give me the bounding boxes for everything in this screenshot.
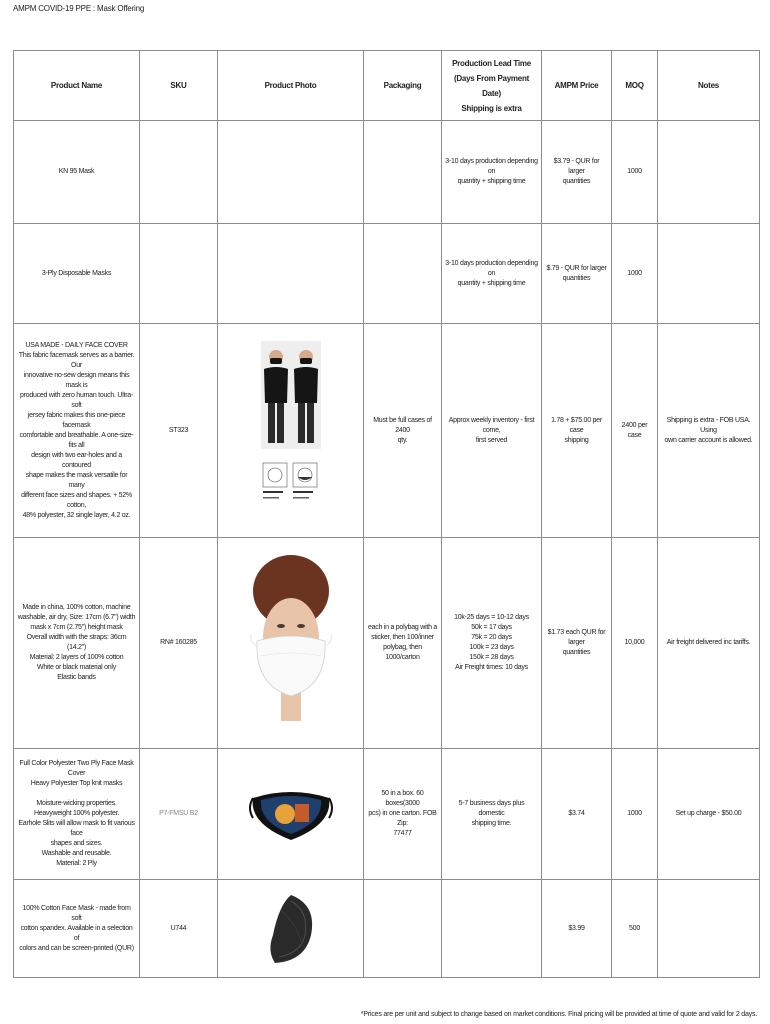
men-wearing-black-masks-photo <box>251 341 331 521</box>
sku-cell <box>140 224 218 324</box>
notes-cell <box>658 121 760 224</box>
product-name-cell: Full Color Polyester Two Ply Face Mask Cover Heavy Polyester Top knit masks Moisture-wicking properties. Heavyweight 100% polyester. Earhole Slits will allow mask to fit various face shapes and sizes. Washable and reusable. Material: 2 Ply <box>14 749 140 880</box>
notes-cell: Set up charge - $50.00 <box>658 749 760 880</box>
notes-cell: Shipping is extra - FOB USA. Using own carrier account is allowed. <box>658 324 760 538</box>
moq-cell: 10,000 <box>612 538 658 749</box>
product-table <box>13 50 760 978</box>
header-price: AMPM Price <box>542 51 612 121</box>
packaging-cell <box>364 121 442 224</box>
price-cell: 1.78 + $75.00 per case shipping <box>542 324 612 538</box>
packaging-cell <box>364 880 442 978</box>
header-product-name: Product Name <box>14 51 140 121</box>
price-cell: $3.74 <box>542 749 612 880</box>
header-lead-time: Production Lead Time (Days From Payment Date) Shipping is extra <box>442 51 542 121</box>
table-row <box>14 880 760 978</box>
product-name-cell: KN 95 Mask <box>14 121 140 224</box>
lead-time-cell: 3-10 days production depending on quantity + shipping time <box>442 121 542 224</box>
product-name-cell: Made in china, 100% cotton, machine washable, air dry, Size: 17cm (6.7") width mask x 7cm (2.75") height mask Overall width with the straps: 36cm (14.2") Material: 2 layers of 100% cotton White or black material only Elastic bands <box>14 538 140 749</box>
header-packaging: Packaging <box>364 51 442 121</box>
packaging-cell: Must be full cases of 2400 qty. <box>364 324 442 538</box>
notes-cell <box>658 880 760 978</box>
product-photo-cell <box>218 324 364 538</box>
moq-cell: 1000 <box>612 749 658 880</box>
header-notes: Notes <box>658 51 760 121</box>
moq-cell: 2400 per case <box>612 324 658 538</box>
notes-cell: Air freight delivered inc tariffs. <box>658 538 760 749</box>
product-photo-cell <box>218 121 364 224</box>
sku-cell: U744 <box>140 880 218 978</box>
sku-cell: P7-FMSU B2 <box>140 749 218 880</box>
sku-cell: RN# 160285 <box>140 538 218 749</box>
product-photo-cell <box>218 749 364 880</box>
moq-cell: 500 <box>612 880 658 978</box>
table-row <box>14 324 760 538</box>
table-row <box>14 121 760 224</box>
sku-cell <box>140 121 218 224</box>
product-photo-cell <box>218 880 364 978</box>
table-row <box>14 749 760 880</box>
price-cell: $3.79 - QUR for larger quantities <box>542 121 612 224</box>
packaging-cell <box>364 224 442 324</box>
product-name-cell: 3-Ply Disposable Masks <box>14 224 140 324</box>
lead-time-cell <box>442 880 542 978</box>
product-photo-cell <box>218 224 364 324</box>
lead-time-cell: 5-7 business days plus domestic shipping time. <box>442 749 542 880</box>
lead-time-cell: Approx weekly inventory - first come, first served <box>442 324 542 538</box>
price-cell: $.79 - QUR for larger quantities <box>542 224 612 324</box>
moq-cell: 1000 <box>612 224 658 324</box>
product-name-cell: USA MADE - DAILY FACE COVER This fabric facemask serves as a barrier. Our innovative no-sew design means this mask is produced with zero human touch. Ultra-soft jersey fabric makes this one-piece facemask comfortable and breathable. A one-size-fits all design with two ear-holes and a contoured shape makes the mask versatile for many different face sizes and shapes. + 52% cotton, 48% polyester, 32 single layer, 4.2 oz. <box>14 324 140 538</box>
header-product-photo: Product Photo <box>218 51 364 121</box>
header-row <box>14 51 760 121</box>
price-cell: $1.73 each QUR for larger quantities <box>542 538 612 749</box>
table-row <box>14 224 760 324</box>
notes-cell <box>658 224 760 324</box>
footer-note: *Prices are per unit and subject to change based on market conditions. Final pricing will be provided at time of quote and valid for 2 days. <box>360 1011 757 1018</box>
woman-white-mask-photo <box>243 546 339 741</box>
lead-time-cell: 10k-25 days = 10-12 days 50k = 17 days 75k = 20 days 100k = 23 days 150k = 28 days Air Freight times: 10 days <box>442 538 542 749</box>
product-photo-cell <box>218 538 364 749</box>
sku-cell: ST323 <box>140 324 218 538</box>
header-moq: MOQ <box>612 51 658 121</box>
moq-cell: 1000 <box>612 121 658 224</box>
packaging-cell: each in a polybag with a sticker, then 100/inner polybag, then 1000/carton <box>364 538 442 749</box>
packaging-cell: 50 in a box. 60 boxes(3000 pcs) in one carton. FOB Zip: 77477 <box>364 749 442 880</box>
header-sku: SKU <box>140 51 218 121</box>
price-cell: $3.99 <box>542 880 612 978</box>
full-color-mask-photo <box>247 784 335 844</box>
product-name-cell: 100% Cotton Face Mask - made from soft cotton spandex. Available in a selection of colors and can be screen-printed (QUR) <box>14 880 140 978</box>
table-row <box>14 538 760 749</box>
black-cotton-mask-photo <box>261 891 321 967</box>
lead-time-cell: 3-10 days production depending on quantity + shipping time <box>442 224 542 324</box>
page-title: AMPM COVID-19 PPE : Mask Offering <box>13 4 145 13</box>
